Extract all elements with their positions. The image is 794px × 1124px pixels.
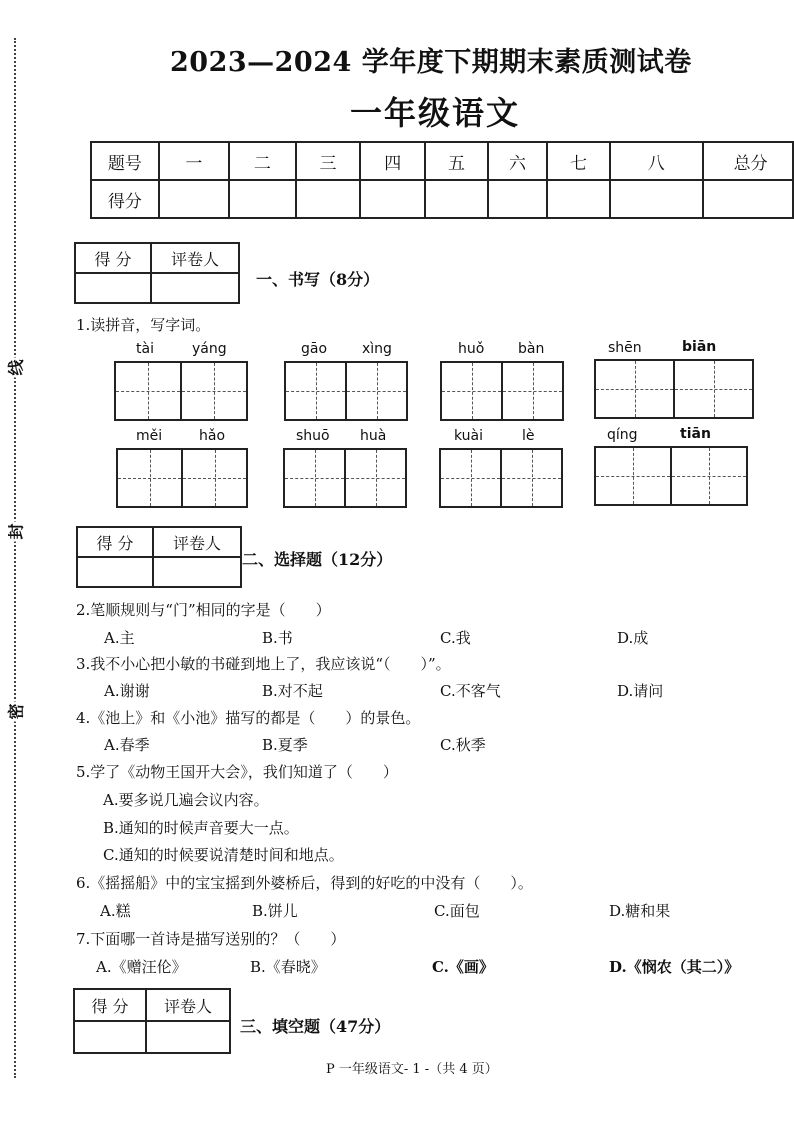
option-d[interactable]: D.《悯农（其二）》 [609, 958, 740, 976]
pinyin: huǒ [458, 341, 485, 357]
grader-reviewer-cell[interactable] [151, 273, 239, 303]
score-cell[interactable] [296, 180, 361, 218]
exam-subtitle: 一年级语文 [350, 94, 521, 132]
pinyin: hǎo [199, 428, 226, 444]
score-table-score-row [91, 180, 793, 218]
page-footer: P 一年级语文- 1 -（共 4 页） [326, 1062, 498, 1077]
option-c[interactable]: C.通知的时候要说清楚时间和地点。 [103, 846, 344, 864]
option-b[interactable]: B.夏季 [262, 736, 308, 754]
option-a[interactable]: A.谢谢 [104, 682, 150, 700]
question-4: 4.《池上》和《小池》描写的都是（ ）的景色。 [76, 709, 421, 727]
score-cell[interactable] [159, 180, 229, 218]
score-header-cell: 六 [488, 142, 547, 180]
side-char-feng: 封 [4, 522, 27, 542]
grader-reviewer-cell[interactable] [146, 1021, 230, 1053]
pinyin: kuài [454, 428, 484, 444]
grader-box-3 [73, 988, 231, 1054]
side-char-xian: 线 [4, 358, 27, 378]
option-b[interactable]: B.书 [262, 629, 293, 647]
pinyin: bàn [518, 341, 545, 357]
tianzige-box[interactable] [439, 448, 563, 508]
question-1: 1.读拼音，写字词。 [76, 316, 211, 334]
grader-box-1 [74, 242, 240, 304]
grader-score-cell[interactable] [74, 1021, 146, 1053]
grader-reviewer-label: 评卷人 [151, 243, 239, 273]
score-header-cell: 五 [425, 142, 488, 180]
option-b[interactable]: B.通知的时候声音要大一点。 [103, 819, 299, 837]
score-header-cell: 总分 [703, 142, 793, 180]
option-a[interactable]: A.糕 [100, 902, 131, 920]
score-header-cell: 二 [229, 142, 296, 180]
option-a[interactable]: A.主 [104, 629, 135, 647]
pinyin: tiān [680, 426, 711, 442]
option-a[interactable]: A.要多说几遍会议内容。 [103, 791, 269, 809]
grader-reviewer-label: 评卷人 [146, 989, 230, 1021]
pinyin: yáng [192, 341, 227, 357]
grader-box-2 [76, 526, 242, 588]
score-cell[interactable] [360, 180, 425, 218]
score-header-cell: 三 [296, 142, 361, 180]
tianzige-box[interactable] [283, 448, 407, 508]
grader-score-label: 得 分 [74, 989, 146, 1021]
option-d[interactable]: D.请问 [617, 682, 664, 700]
grader-score-label: 得 分 [77, 527, 153, 557]
option-a[interactable]: A.春季 [104, 736, 150, 754]
tianzige-box[interactable] [114, 361, 248, 421]
option-c[interactable]: C.面包 [434, 902, 480, 920]
score-cell[interactable] [547, 180, 610, 218]
score-cell[interactable] [610, 180, 703, 218]
section-2-title: 二、选择题（12分） [242, 550, 393, 569]
score-table-header-row [91, 142, 793, 180]
tianzige-box[interactable] [116, 448, 248, 508]
question-3: 3.我不小心把小敏的书碰到地上了，我应该说“（ ）”。 [76, 655, 451, 673]
option-b[interactable]: B.对不起 [262, 682, 323, 700]
grader-reviewer-cell[interactable] [153, 557, 241, 587]
section-1-title: 一、书写（8分） [256, 270, 380, 289]
option-a[interactable]: A.《赠汪伦》 [96, 958, 187, 976]
grader-score-label: 得 分 [75, 243, 151, 273]
score-header-cell: 四 [360, 142, 425, 180]
pinyin: lè [522, 428, 535, 444]
question-5: 5.学了《动物王国开大会》，我们知道了（ ） [76, 763, 398, 781]
pinyin: biān [682, 339, 717, 355]
option-c[interactable]: C.我 [440, 629, 471, 647]
option-c[interactable]: C.《画》 [432, 958, 494, 976]
question-6: 6.《摇摇船》中的宝宝摇到外婆桥后，得到的好吃的中没有（ ）。 [76, 874, 533, 892]
section-3-title: 三、填空题（47分） [240, 1017, 391, 1036]
score-header-cell: 八 [610, 142, 703, 180]
grader-reviewer-label: 评卷人 [153, 527, 241, 557]
option-b[interactable]: B.饼儿 [252, 902, 298, 920]
pinyin: xìng [362, 341, 392, 357]
score-table [90, 141, 794, 219]
score-cell[interactable] [703, 180, 793, 218]
exam-title: 2023—2024 学年度下期期末素质测试卷 [170, 47, 692, 78]
side-char-mi: 密 [4, 702, 27, 722]
tianzige-box[interactable] [594, 359, 754, 419]
score-row-label: 得分 [91, 180, 159, 218]
option-c[interactable]: C.不客气 [440, 682, 501, 700]
tianzige-box[interactable] [284, 361, 408, 421]
pinyin: shēn [608, 340, 642, 356]
tianzige-box[interactable] [594, 446, 748, 506]
score-header-cell: 题号 [91, 142, 159, 180]
option-c[interactable]: C.秋季 [440, 736, 486, 754]
score-cell[interactable] [425, 180, 488, 218]
option-b[interactable]: B.《春晓》 [250, 958, 326, 976]
score-cell[interactable] [229, 180, 296, 218]
question-2: 2.笔顺规则与“门”相同的字是（ ） [76, 601, 331, 619]
pinyin: huà [360, 428, 387, 444]
binding-dotted-line [14, 38, 16, 1078]
grader-score-cell[interactable] [75, 273, 151, 303]
option-d[interactable]: D.糖和果 [609, 902, 671, 920]
tianzige-box[interactable] [440, 361, 564, 421]
score-header-cell: 七 [547, 142, 610, 180]
pinyin: shuō [296, 428, 330, 444]
pinyin: tài [136, 341, 154, 357]
score-cell[interactable] [488, 180, 547, 218]
pinyin: měi [136, 428, 163, 444]
pinyin: gāo [301, 341, 328, 357]
score-header-cell: 一 [159, 142, 229, 180]
pinyin: qíng [607, 427, 638, 443]
grader-score-cell[interactable] [77, 557, 153, 587]
option-d[interactable]: D.成 [617, 629, 649, 647]
question-7: 7.下面哪一首诗是描写送别的？（ ） [76, 930, 346, 948]
